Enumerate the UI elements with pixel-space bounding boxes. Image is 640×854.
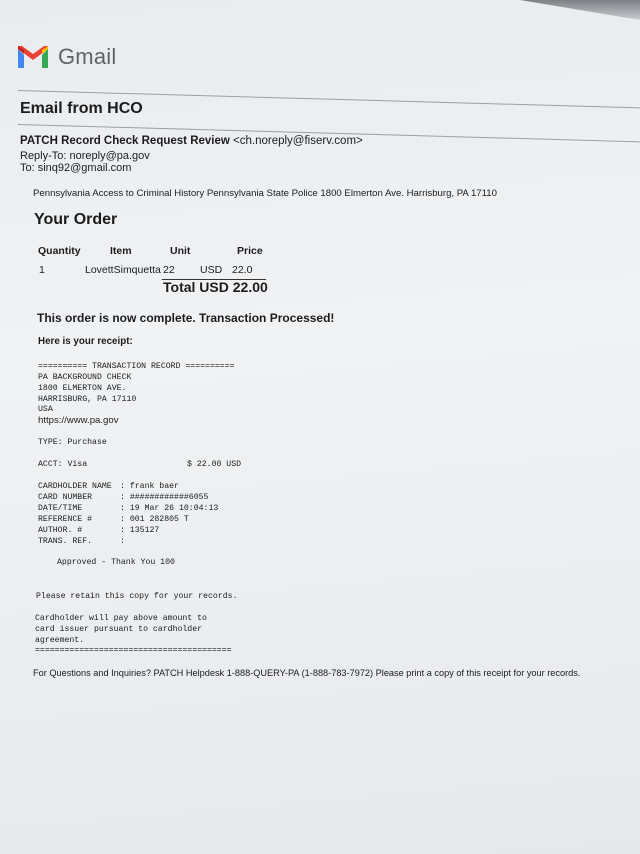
field-value-cardholder: : frank baer <box>120 482 179 491</box>
transaction-type: TYPE: Purchase <box>38 438 107 447</box>
retain-message: Please retain this copy for your records. <box>36 592 238 601</box>
field-label-card-number: CARD NUMBER <box>38 493 93 502</box>
receipt-divider: ======================================== <box>35 646 232 655</box>
cell-item: LovettSimquetta <box>85 264 161 276</box>
field-value-author: : 135127 <box>120 526 160 535</box>
receipt-label: Here is your receipt: <box>38 336 133 347</box>
gmail-logo <box>16 44 116 70</box>
complete-message: This order is now complete. Transaction Processed! <box>37 311 335 325</box>
merchant-country: USA <box>38 405 53 414</box>
transaction-banner: ========== TRANSACTION RECORD ========== <box>38 362 235 371</box>
merchant-street: 1800 ELMERTON AVE. <box>38 384 127 393</box>
field-label-datetime: DATE/TIME <box>38 504 83 513</box>
gmail-m-icon <box>16 44 50 70</box>
field-label-author: AUTHOR. # <box>38 526 83 535</box>
field-value-card-number: : ############6055 <box>120 493 209 502</box>
field-label-reference: REFERENCE # <box>38 515 93 524</box>
header-unit: Unit <box>170 245 191 257</box>
cardholder-terms-line-3: agreement. <box>35 636 85 645</box>
header-item: Item <box>110 245 132 257</box>
page-corner-shadow <box>520 0 640 20</box>
reply-to: Reply-To: noreply@pa.gov <box>20 150 150 162</box>
field-value-trans-ref: : <box>120 537 125 546</box>
subject-text: PATCH Record Check Request Review <box>20 135 230 147</box>
cardholder-terms-line-1: Cardholder will pay above amount to <box>35 614 207 623</box>
agency-address: Pennsylvania Access to Criminal History Pennsylvania State Police 1800 Elmerton Ave. Harrisburg, PA 17110 <box>33 188 497 199</box>
header-quantity: Quantity <box>38 245 81 257</box>
header-price: Price <box>237 245 263 257</box>
cell-unit: 22 <box>163 264 175 276</box>
approval-message: Approved - Thank You 100 <box>57 558 175 567</box>
order-total: Total USD 22.00 <box>163 279 268 295</box>
cell-currency: USD <box>200 264 223 276</box>
your-order-heading: Your Order <box>34 211 118 228</box>
field-value-datetime: : 19 Mar 26 10:04:13 <box>120 504 219 513</box>
email-subject <box>20 135 363 147</box>
recipient: To: sinq92@gmail.com <box>20 162 132 174</box>
helpdesk-footer: For Questions and Inquiries? PATCH Helpdesk 1-888-QUERY-PA (1-888-783-7972) Please print a copy of this receipt for your records. <box>33 668 581 678</box>
field-value-reference: : 001 282805 T <box>120 515 189 524</box>
transaction-amount: $ 22.00 USD <box>187 460 242 469</box>
cell-price: 22.0 <box>232 264 253 276</box>
merchant-city: HARRISBURG, PA 17110 <box>38 395 137 404</box>
gmail-wordmark: Gmail <box>58 44 117 69</box>
merchant-url: https://www.pa.gov <box>38 415 119 426</box>
field-label-trans-ref: TRANS. REF. <box>38 537 93 546</box>
cardholder-terms-line-2: card issuer pursuant to cardholder <box>35 625 203 634</box>
sender-address: <ch.noreply@fiserv.com> <box>233 135 363 147</box>
email-title: Email from HCO <box>20 100 143 117</box>
merchant-name: PA BACKGROUND CHECK <box>38 373 132 382</box>
field-label-cardholder: CARDHOLDER NAME <box>38 482 112 491</box>
cell-quantity: 1 <box>39 264 45 276</box>
account-type: ACCT: Visa <box>38 460 88 469</box>
